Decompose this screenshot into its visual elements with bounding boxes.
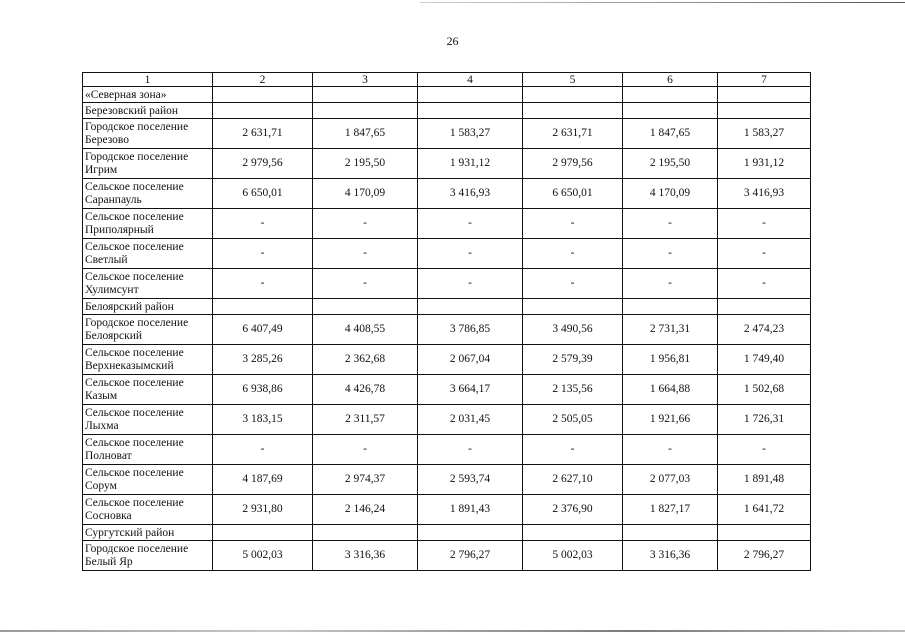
value-cell: - [418,239,523,269]
value-cell: - [718,209,811,239]
value-cell: - [718,435,811,465]
table-row [83,435,811,465]
value-cell: 2 135,56 [523,375,623,405]
empty-cell [213,525,313,541]
value-cell: 1 931,12 [418,149,523,179]
empty-cell [623,525,718,541]
value-cell: 5 002,03 [523,541,623,571]
settlement-name [83,239,213,269]
settlement-type: Сельское поселение [85,406,184,419]
value-cell: 1 891,43 [418,495,523,525]
settlement-type: Сельское поселение [85,466,184,479]
value-cell: 2 362,68 [313,345,418,375]
table-row [83,149,811,179]
value-cell: - [623,435,718,465]
settlement-type: Сельское поселение [85,436,184,449]
value-cell: - [213,435,313,465]
settlement-name [83,465,213,495]
section-name: Сургутский район [83,525,213,541]
value-cell: - [623,209,718,239]
settlement-title: Белый Яр [85,555,133,568]
settlement-type: Сельское поселение [85,240,184,253]
value-cell: 2 067,04 [418,345,523,375]
settlement-type: Городское поселение [85,120,189,133]
value-cell: - [213,269,313,299]
settlement-type: Городское поселение [85,542,189,555]
settlement-name [83,315,213,345]
settlement-name [83,345,213,375]
value-cell: - [718,269,811,299]
header-cell: 5 [523,73,623,87]
empty-cell [418,299,523,315]
empty-cell [623,299,718,315]
settlement-name [83,435,213,465]
value-cell: 1 726,31 [718,405,811,435]
value-cell: 4 408,55 [313,315,418,345]
settlement-title: Белоярский [85,329,143,342]
table-row [83,345,811,375]
settlement-name [83,179,213,209]
value-cell: 3 316,36 [313,541,418,571]
value-cell: 2 979,56 [213,149,313,179]
value-cell: 4 170,09 [623,179,718,209]
value-cell: 3 416,93 [418,179,523,209]
value-cell: - [623,269,718,299]
header-cell: 7 [718,73,811,87]
value-cell: - [213,209,313,239]
value-cell: 1 847,65 [623,119,718,149]
section-name: «Северная зона» [83,87,213,103]
settlement-type: Сельское поселение [85,270,184,283]
page-number: 26 [446,34,459,48]
value-cell: 2 631,71 [213,119,313,149]
table-row [83,465,811,495]
value-cell: 2 311,57 [313,405,418,435]
value-cell: - [523,269,623,299]
value-cell: 2 077,03 [623,465,718,495]
settlement-name [83,209,213,239]
header-cell: 4 [418,73,523,87]
value-cell: 2 195,50 [313,149,418,179]
settlement-title: Приполярный [85,223,154,236]
empty-cell [418,103,523,119]
settlement-title: Сосновка [85,509,132,522]
settlement-name [83,495,213,525]
table-body [83,73,811,571]
value-cell: 4 170,09 [313,179,418,209]
value-cell: - [418,209,523,239]
empty-cell [523,103,623,119]
table-row [83,405,811,435]
value-cell: 3 183,15 [213,405,313,435]
tariff-table [82,72,811,571]
value-cell: 1 641,72 [718,495,811,525]
settlement-type: Городское поселение [85,150,189,163]
table-row [83,541,811,571]
value-cell: 3 786,85 [418,315,523,345]
settlement-type: Сельское поселение [85,346,184,359]
value-cell: 3 490,56 [523,315,623,345]
section-name: Белоярский район [83,299,213,315]
value-cell: - [718,239,811,269]
value-cell: 2 979,56 [523,149,623,179]
section-row [83,299,811,315]
table-row [83,179,811,209]
value-cell: 3 316,36 [623,541,718,571]
table-row [83,209,811,239]
header-cell: 6 [623,73,718,87]
value-cell: 1 827,17 [623,495,718,525]
table-row [83,239,811,269]
settlement-name [83,119,213,149]
scan-edge-top [420,2,905,3]
value-cell: - [523,435,623,465]
settlement-type: Сельское поселение [85,180,184,193]
table-row [83,495,811,525]
settlement-title: Полноват [85,449,132,462]
value-cell: 3 664,17 [418,375,523,405]
empty-cell [523,87,623,103]
value-cell: 4 187,69 [213,465,313,495]
empty-cell [718,87,811,103]
section-row [83,525,811,541]
empty-cell [313,103,418,119]
value-cell: 2 731,31 [623,315,718,345]
value-cell: - [213,239,313,269]
value-cell: 1 891,48 [718,465,811,495]
value-cell: 2 627,10 [523,465,623,495]
header-row [83,73,811,87]
value-cell: 6 938,86 [213,375,313,405]
value-cell: 2 796,27 [418,541,523,571]
value-cell: 2 195,50 [623,149,718,179]
settlement-name [83,149,213,179]
empty-cell [718,525,811,541]
table-row [83,315,811,345]
value-cell: 1 583,27 [718,119,811,149]
settlement-title: Лыхма [85,419,119,432]
settlement-name [83,269,213,299]
settlement-title: Саранпауль [85,193,142,206]
value-cell: - [623,239,718,269]
value-cell: 6 650,01 [523,179,623,209]
header-cell: 3 [313,73,418,87]
value-cell: - [313,435,418,465]
value-cell: 6 650,01 [213,179,313,209]
value-cell: 2 505,05 [523,405,623,435]
empty-cell [418,525,523,541]
header-cell: 2 [213,73,313,87]
scan-edge-bottom [0,630,905,632]
empty-cell [623,87,718,103]
value-cell: 1 956,81 [623,345,718,375]
value-cell: - [418,435,523,465]
value-cell: 2 631,71 [523,119,623,149]
table-row [83,119,811,149]
settlement-title: Березово [85,133,130,146]
value-cell: - [313,209,418,239]
section-row [83,87,811,103]
empty-cell [313,87,418,103]
settlement-type: Сельское поселение [85,210,184,223]
value-cell: 2 031,45 [418,405,523,435]
settlement-title: Сорум [85,479,117,492]
empty-cell [523,525,623,541]
settlement-title: Игрим [85,163,118,176]
value-cell: - [313,269,418,299]
settlement-title: Казым [85,389,118,402]
section-name: Березовский район [83,103,213,119]
value-cell: 3 416,93 [718,179,811,209]
value-cell: 5 002,03 [213,541,313,571]
settlement-name [83,405,213,435]
value-cell: 2 796,27 [718,541,811,571]
header-cell: 1 [83,73,213,87]
empty-cell [313,299,418,315]
settlement-name [83,541,213,571]
value-cell: 1 921,66 [623,405,718,435]
value-cell: 1 749,40 [718,345,811,375]
settlement-title: Хулимсунт [85,283,139,296]
value-cell: 1 664,88 [623,375,718,405]
settlement-type: Сельское поселение [85,496,184,509]
value-cell: 6 407,49 [213,315,313,345]
value-cell: 1 502,68 [718,375,811,405]
empty-cell [213,103,313,119]
empty-cell [523,299,623,315]
value-cell: - [313,239,418,269]
value-cell: 3 285,26 [213,345,313,375]
empty-cell [213,299,313,315]
value-cell: - [418,269,523,299]
empty-cell [718,299,811,315]
table-row [83,269,811,299]
value-cell: 2 593,74 [418,465,523,495]
value-cell: 2 931,80 [213,495,313,525]
value-cell: 2 146,24 [313,495,418,525]
value-cell: 2 376,90 [523,495,623,525]
value-cell: - [523,209,623,239]
empty-cell [213,87,313,103]
settlement-title: Верхнеказымский [85,359,174,372]
settlement-name [83,375,213,405]
settlement-type: Городское поселение [85,316,189,329]
section-row [83,103,811,119]
value-cell: 2 974,37 [313,465,418,495]
value-cell: 1 931,12 [718,149,811,179]
value-cell: 1 583,27 [418,119,523,149]
empty-cell [718,103,811,119]
value-cell: 4 426,78 [313,375,418,405]
empty-cell [418,87,523,103]
settlement-type: Сельское поселение [85,376,184,389]
table-row [83,375,811,405]
empty-cell [623,103,718,119]
value-cell: 2 474,23 [718,315,811,345]
empty-cell [313,525,418,541]
value-cell: 2 579,39 [523,345,623,375]
settlement-title: Светлый [85,253,128,266]
value-cell: 1 847,65 [313,119,418,149]
value-cell: - [523,239,623,269]
